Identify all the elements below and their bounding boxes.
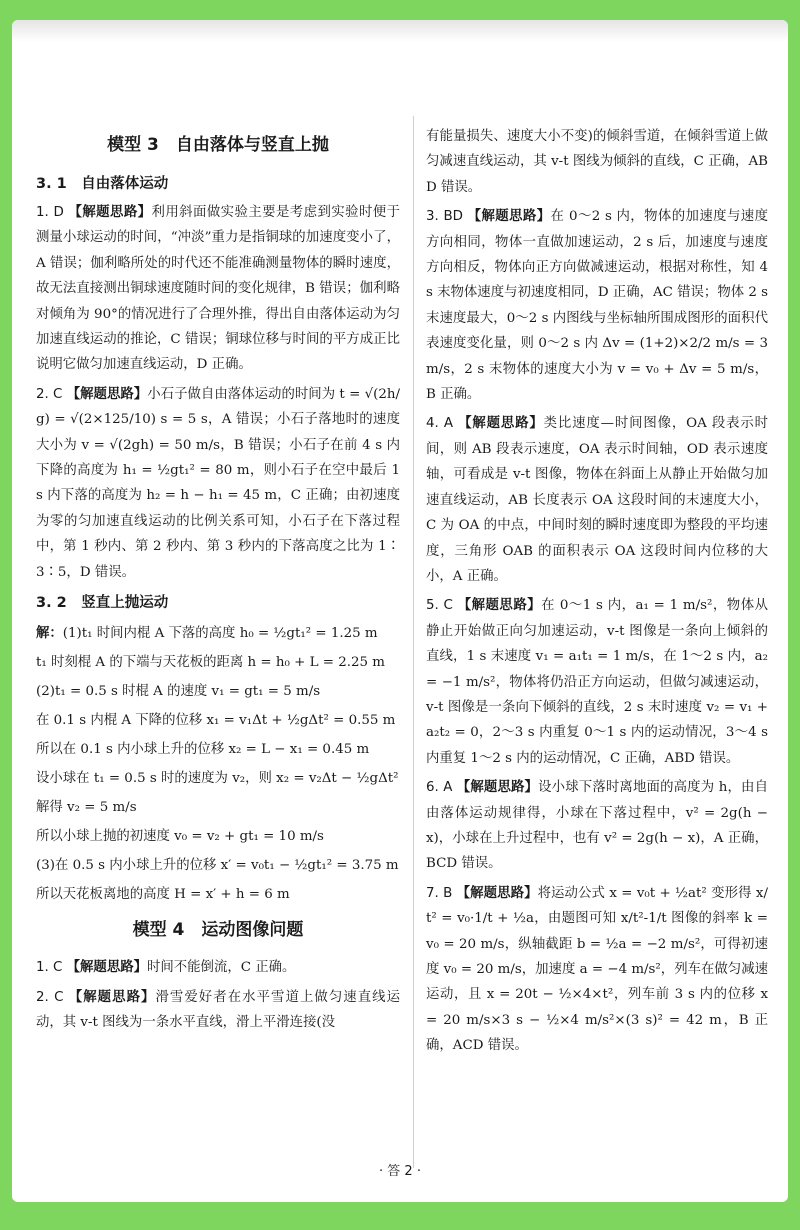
solution-tag: 【解题思路】 (68, 205, 152, 220)
subsection-3-1-title: 3. 1 自由落体运动 (36, 176, 169, 192)
answer-text: 时间不能倒流，C 正确。 (147, 960, 296, 976)
solution-line: t₁ 时刻棍 A 的下端与天花板的距离 h = h₀ + L = 2.25 m (36, 655, 385, 671)
answer-page (12, 20, 788, 1202)
solution-line: (2)t₁ = 0.5 s 时棍 A 的速度 v₁ = gt₁ = 5 m/s (36, 684, 321, 700)
answer-4-3 (426, 204, 768, 407)
right-column (426, 124, 768, 1063)
answer-3-1-1 (36, 200, 400, 378)
solution-tag: 【解题思路】 (456, 780, 539, 796)
solution-line: 解得 v₂ = 5 m/s (36, 800, 137, 816)
top-edge-shadow (12, 20, 788, 42)
answer-number: 7. B (426, 885, 453, 901)
solution-tag: 【解题思路】 (68, 989, 156, 1005)
solution-line: 设小球在 t₁ = 0.5 s 时的速度为 v₂，则 x₂ = v₂Δt − ½gΔt² (36, 771, 399, 787)
solution-line: 所以小球上抛的初速度 v₀ = v₂ + gt₁ = 10 m/s (36, 829, 324, 845)
answer-4-4 (426, 411, 768, 589)
subsection-3-2-title: 3. 2 竖直上抛运动 (36, 595, 169, 612)
solution-tag: 【解题思路】 (456, 885, 538, 901)
answer-text: 在 0～2 s 内，物体的加速度与速度方向相同，物体一直做加速运动，2 s 后，加速度与速度方向相反，物体向正方向做减速运动，根据对称性，知 4 s 末物体速度与初速度相同，D 正确，AC 错误；物体 2 s 末速度最大，0～2 s 内图线与坐标轴所围成图形的面积代表速度变化量，则 0～2 s 内 Δv = (1+2)×2/2 m/s = 3 m/s，2 s 末物体的速度大小为 v = v₀ + Δv = 5 m/s，B 正确。 (426, 209, 769, 403)
solution-tag: 【解题思路】 (458, 416, 544, 432)
left-column (36, 124, 400, 1039)
column-divider (413, 116, 414, 1168)
answer-4-7 (426, 881, 768, 1059)
solution-line: 所以天花板离地的高度 H = x′ + h = 6 m (36, 887, 290, 903)
answer-text: 将运动公式 x = v₀t + ½at² 变形得 x/t² = v₀·1/t + ½a，由题图可知 x/t²-1/t 图像的斜率 k = v₀ = 20 m/s，纵轴截距 b = ½a = −2 m/s²，可得初速度 v₀ = 20 m/s，加速度 a = −4 m/s²，列车在做匀减速运动，且 x = 20t − ½×4×t²，列车前 3 s 内的位移 x = 20 m/s×3 s − ½×4 m/s²×(3 s)² = 42 m，B 正确，ACD 错误。 (426, 885, 768, 1054)
answer-number: 5. C (426, 598, 453, 614)
answer-number: 3. BD (426, 209, 463, 225)
section-4-title: 模型 4 运动图像问题 (132, 920, 304, 941)
answer-4-1 (36, 955, 400, 980)
answer-number: 4. A (426, 416, 454, 432)
answer-text: 滑雪爱好者在水平雪道上做匀速直线运动，其 v-t 图线为一条水平直线，滑上平滑连接(没 (36, 989, 401, 1030)
answer-text: 设小球下落时离地面的高度为 h，由自由落体运动规律得，小球在下落过程中，v² = 2g(h − x)，小球在上升过程中，也有 v² = 2g(h − x)，A 正确，BCD 错误。 (426, 780, 768, 872)
answer-4-6 (426, 775, 768, 877)
answer-4-2 (36, 985, 400, 1036)
answer-number: 6. A (426, 780, 453, 796)
page-number: · 答 2 · (379, 1164, 421, 1179)
answer-text: 类比速度—时间图像，OA 段表示时间，则 AB 段表示速度，OA 表示时间轴，OD 表示速度轴，可看成是 v-t 图像，物体在斜面上从静止开始做匀加速直线运动，AB 长度表示 OA 这段时间的末速度大小，C 为 OA 的中点，中间时刻的瞬时速度即为整段的平均速度，三角形 OAB 的面积表示 OA 这段时间内位移的大小，A 正确。 (426, 416, 769, 584)
section-3-title: 模型 3 自由落体与竖直上抛 (107, 135, 329, 155)
answer-text: 在 0～1 s 内，a₁ = 1 m/s²，物体从静止开始做正向匀加速运动，v-t 图像是一条向上倾斜的直线，1 s 末速度 v₁ = a₁t₁ = 1 m/s，在 1～2 s 内，a₂ = −1 m/s²，物体将仍沿正方向运动，但做匀减速运动，v-t 图像是一条向下倾斜的直线，2 s 末时速度 v₂ = v₁ + a₂t₂ = 0，2～3 s 内重复 0～1 s 内的运动情况，3～4 s 内重复 1～2 s 内的运动情况，C 正确，ABD 错误。 (426, 598, 768, 766)
solution-line: 所以在 0.1 s 内小球上升的位移 x₂ = L − x₁ = 0.45 m (36, 742, 370, 758)
solution-tag: 【解题思路】 (457, 598, 542, 614)
answer-number: 1. C (36, 960, 63, 976)
answer-4-5 (426, 593, 768, 771)
answer-4-2-continued: 有能量损失、速度大小不变)的倾斜雪道，在倾斜雪道上做匀减速直线运动，其 v-t 图线为倾斜的直线，C 正确，ABD 错误。 (426, 129, 768, 195)
solution-line: (3)在 0.5 s 内小球上升的位移 x′ = v₀t₁ − ½gt₁² = 3.75 m (36, 858, 399, 874)
solution-tag: 【解题思路】 (66, 386, 148, 402)
answer-number: 2. C (36, 386, 63, 402)
answer-text: 小石子做自由落体运动的时间为 t = √(2h/g) = √(2×125/10) s = 5 s，A 错误；小石子落地时的速度大小为 v = √(2gh) = 50 m/s，B 错误；小石子在前 4 s 内下降的高度为 h₁ = ½gt₁² = 80 m，则小石子在空中最后 1 s 内下落的高度为 h₂ = h − h₁ = 45 m，C 正确；由初速度为零的匀加速直线运动的比例关系可知，小石子在下落过程中，第 1 秒内、第 2 秒内、第 3 秒内的下落高度之比为 1∶3∶5，D 错误。 (36, 386, 400, 580)
solution-label: 解： (36, 626, 63, 642)
solution-line (36, 619, 400, 648)
solution-line: 在 0.1 s 内棍 A 下降的位移 x₁ = v₁Δt + ½gΔt² = 0.55 m (36, 713, 396, 729)
solution-tag: 【解题思路】 (467, 209, 551, 225)
answer-number: 2. C (36, 989, 64, 1005)
answer-number: 1. D (36, 205, 64, 220)
solution-tag: 【解题思路】 (66, 960, 147, 976)
solution-text: (1)t₁ 时间内棍 A 下落的高度 h₀ = ½gt₁² = 1.25 m (62, 626, 378, 642)
answer-text: 利用斜面做实验主要是考虑到实验时便于测量小球运动的时间，“冲淡”重力是指铜球的加速度变小了，A 错误；伽利略所处的时代还不能准确测量物体的瞬时速度，故无法直接测出铜球速度随时间的变化规律，B 错误；伽利略对倾角为 90°的情况进行了合理外推，得出自由落体运动为匀加速直线运动的推论，C 错误；铜球位移与时间的平方成正比说明它做匀加速直线运动，D 正确。 (36, 205, 401, 373)
answer-3-1-2 (36, 382, 400, 585)
